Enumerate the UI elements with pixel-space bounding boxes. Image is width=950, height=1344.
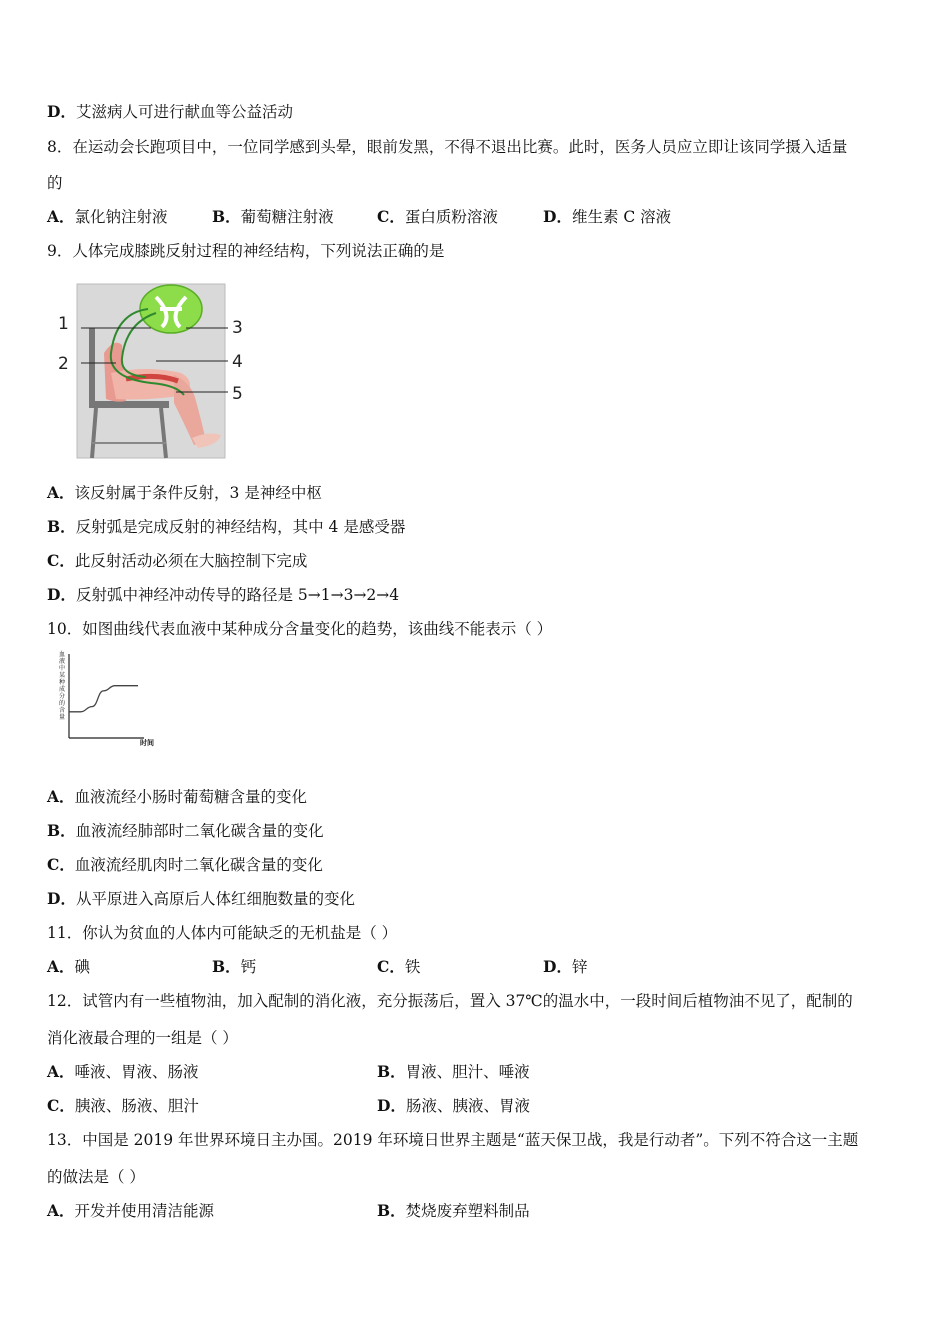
figure-label-4: 4: [232, 352, 243, 372]
option-text: 该反射属于条件反射，3 是神经中枢: [74, 484, 322, 502]
q11-option-c: [377, 957, 420, 977]
option-text: 从平原进入高原后人体红细胞数量的变化: [75, 890, 355, 908]
q8-stem-line1: 8．在运动会长跑项目中，一位同学感到头晕，眼前发黑，不得不退出比赛。此时，医务人员应立即让该同学摄入适量: [47, 138, 848, 156]
option-text: 反射弧中神经冲动传导的路径是 5→1→3→2→4: [75, 586, 400, 604]
knee-jerk-reflex-figure: [56, 283, 256, 461]
q11-stem: 11．你认为贫血的人体内可能缺乏的无机盐是（ ）: [47, 924, 398, 942]
option-letter: D．: [377, 1096, 406, 1115]
q11-option-d: [543, 957, 587, 977]
option-text: 碘: [74, 958, 91, 976]
q12-option-d: [377, 1096, 530, 1116]
blood-content-chart: [56, 650, 166, 750]
q8-option-c: [377, 207, 498, 227]
option-text: 此反射活动必须在大脑控制下完成: [74, 552, 308, 570]
option-text: 焚烧废弃塑料制品: [405, 1202, 530, 1220]
option-letter: D．: [47, 102, 76, 121]
q13-option-b: [377, 1201, 530, 1221]
option-letter: B．: [212, 957, 241, 976]
q7-option-d: [47, 102, 293, 122]
q12-option-a: [47, 1062, 199, 1082]
y-axis-label-char: 含: [59, 707, 66, 714]
figure-label-2: 2: [58, 354, 69, 374]
option-letter: B．: [47, 517, 76, 536]
option-text: 葡萄糖注射液: [240, 208, 334, 226]
q9-option-b: [47, 517, 405, 537]
option-letter: B．: [212, 207, 241, 226]
figure-label-3: 3: [232, 318, 243, 338]
figure-label-1: 1: [58, 314, 69, 334]
option-letter: C．: [47, 855, 75, 874]
option-text: 钙: [240, 958, 257, 976]
q10-option-c: [47, 855, 323, 875]
option-text: 血液流经小肠时葡萄糖含量的变化: [74, 788, 308, 806]
option-text: 铁: [404, 958, 421, 976]
q12-stem-line1: 12．试管内有一些植物油，加入配制的消化液，充分振荡后，置入 37℃的温水中，一段时间后植物油不见了，配制的: [47, 992, 853, 1010]
option-text: 开发并使用清洁能源: [74, 1202, 215, 1220]
y-axis-label-char: 分: [59, 693, 66, 700]
q11-option-b: [212, 957, 256, 977]
reflex-arc-illustration: [56, 283, 256, 461]
q10-option-d: [47, 889, 355, 909]
q12-option-b: [377, 1062, 530, 1082]
q8-option-b: [212, 207, 334, 227]
option-letter: A．: [47, 207, 75, 226]
q10-option-a: [47, 787, 307, 807]
option-letter: D．: [47, 889, 76, 908]
content-curve: [69, 686, 138, 712]
q8-stem-line2: 的: [47, 174, 63, 192]
q10-option-b: [47, 821, 324, 841]
q12-option-c: [47, 1096, 199, 1116]
option-text: 氯化钠注射液: [74, 208, 168, 226]
option-text: 艾滋病人可进行献血等公益活动: [75, 103, 293, 121]
y-axis-label-char: 某: [59, 672, 66, 679]
option-text: 胃液、胆汁、唾液: [405, 1063, 530, 1081]
option-letter: D．: [543, 957, 572, 976]
option-text: 维生素 C 溶液: [571, 208, 672, 226]
q9-option-c: [47, 551, 307, 571]
option-letter: A．: [47, 957, 75, 976]
q13-stem-line1: 13．中国是 2019 年世界环境日主办国。2019 年环境日世界主题是“蓝天保卫战，我是行动者”。下列不符合这一主题: [47, 1131, 859, 1149]
option-letter: C．: [377, 207, 405, 226]
q9-stem: 9．人体完成膝跳反射过程的神经结构，下列说法正确的是: [47, 242, 445, 260]
q8-option-a: [47, 207, 168, 227]
option-letter: A．: [47, 1062, 75, 1081]
y-axis-label-char: 中: [59, 665, 66, 672]
q12-stem-line2: 消化液最合理的一组是（ ）: [47, 1029, 238, 1047]
option-text: 锌: [571, 958, 588, 976]
q10-stem: 10．如图曲线代表血液中某种成分含量变化的趋势，该曲线不能表示（ ）: [47, 620, 553, 638]
option-text: 血液流经肺部时二氧化碳含量的变化: [75, 822, 324, 840]
option-text: 肠液、胰液、胃液: [405, 1097, 530, 1115]
q9-option-d: [47, 585, 399, 605]
option-letter: C．: [47, 551, 75, 570]
q8-option-d: [543, 207, 671, 227]
option-letter: D．: [47, 585, 76, 604]
y-axis-label-char: 量: [59, 714, 66, 721]
option-text: 蛋白质粉溶液: [404, 208, 498, 226]
option-letter: A．: [47, 787, 75, 806]
blood-content-chart-svg: [56, 650, 166, 750]
y-axis-label: [59, 650, 65, 721]
option-letter: C．: [47, 1096, 75, 1115]
option-text: 血液流经肌肉时二氧化碳含量的变化: [74, 856, 323, 874]
x-axis-label: 时间: [140, 739, 154, 747]
option-letter: B．: [47, 821, 76, 840]
option-text: 唾液、胃液、肠液: [74, 1063, 199, 1081]
q9-option-a: [47, 483, 322, 503]
option-letter: A．: [47, 483, 75, 502]
figure-label-5: 5: [232, 384, 243, 404]
q13-option-a: [47, 1201, 214, 1221]
option-letter: D．: [543, 207, 572, 226]
option-letter: C．: [377, 957, 405, 976]
q13-stem-line2: 的做法是（ ）: [47, 1168, 145, 1186]
y-axis-label-char: 种: [59, 679, 66, 686]
q11-option-a: [47, 957, 90, 977]
y-axis-label-char: 血: [59, 651, 66, 658]
y-axis-label-char: 成: [59, 686, 66, 693]
option-letter: B．: [377, 1062, 406, 1081]
option-letter: B．: [377, 1201, 406, 1220]
option-letter: A．: [47, 1201, 75, 1220]
option-text: 胰液、肠液、胆汁: [74, 1097, 199, 1115]
option-text: 反射弧是完成反射的神经结构，其中 4 是感受器: [75, 518, 406, 536]
y-axis-label-char: 的: [59, 700, 66, 707]
y-axis-label-char: 液: [59, 658, 66, 665]
